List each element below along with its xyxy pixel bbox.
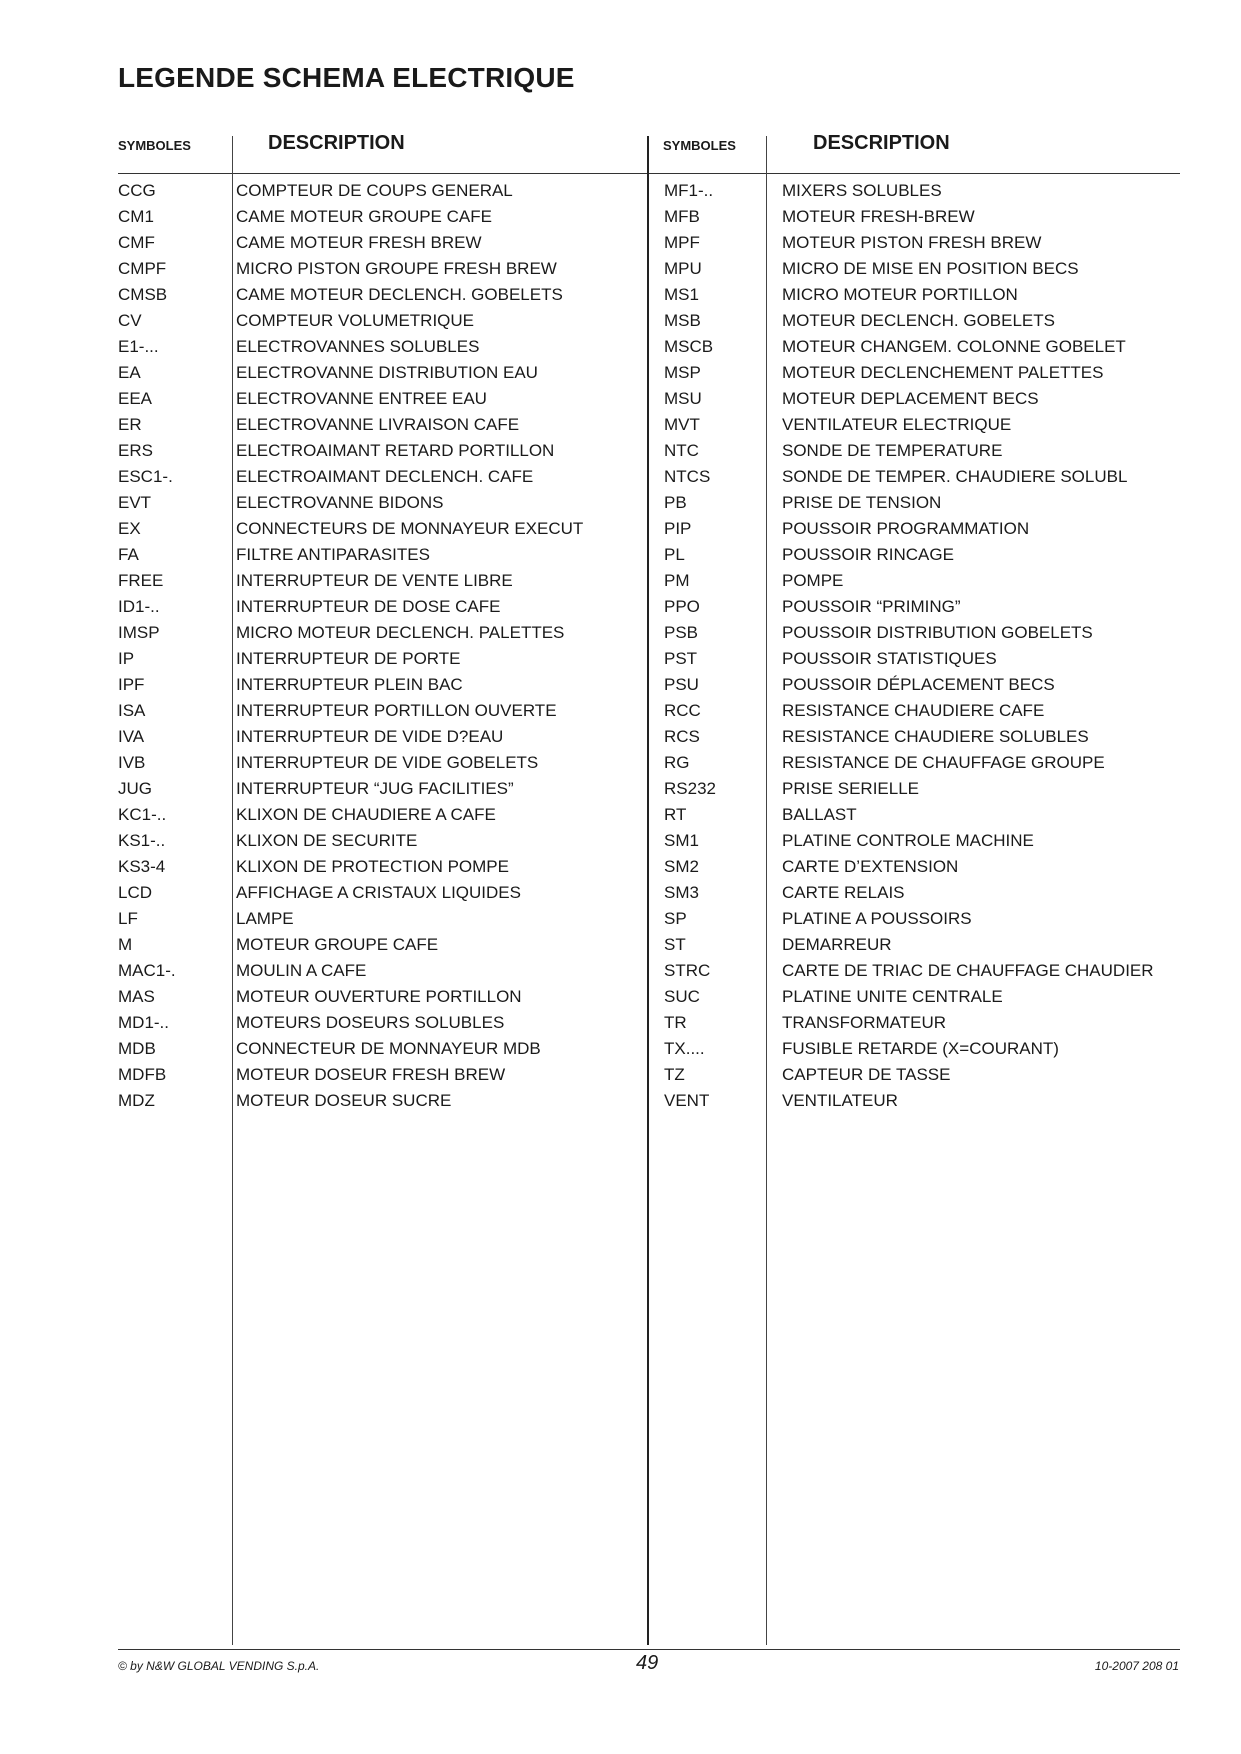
legend-row [118, 935, 643, 961]
legend-row [664, 311, 1184, 337]
symbol-description: VENTILATEUR [782, 1091, 898, 1110]
symbol-description: ELECTROVANNES SOLUBLES [236, 337, 480, 356]
copyright-text: © by N&W GLOBAL VENDING S.p.A. [118, 1659, 320, 1673]
symbol-description: POUSSOIR “PRIMING” [782, 597, 961, 616]
symbol-description: PRISE SERIELLE [782, 779, 920, 798]
legend-row [664, 519, 1184, 545]
symbol-description: CONNECTEURS DE MONNAYEUR EXECUT [236, 519, 584, 538]
symbol-code: RS232 [664, 779, 716, 798]
symbol-description: VENTILATEUR ELECTRIQUE [782, 415, 1012, 434]
legend-row [118, 1065, 643, 1091]
legend-row [664, 415, 1184, 441]
legend-row [664, 207, 1184, 233]
page-title: LEGENDE SCHEMA ELECTRIQUE [118, 62, 575, 93]
legend-row [664, 857, 1184, 883]
symbol-description: RESISTANCE CHAUDIERE CAFE [782, 701, 1045, 720]
symbol-description: CARTE DE TRIAC DE CHAUFFAGE CHAUDIER [782, 961, 1154, 980]
header-rule [118, 173, 1180, 174]
symbol-description: CARTE D’EXTENSION [782, 857, 959, 876]
symbol-description: INTERRUPTEUR DE VIDE D?EAU [236, 727, 504, 746]
symbol-description: CAME MOTEUR DECLENCH. GOBELETS [236, 285, 563, 304]
legend-row [118, 467, 643, 493]
symbol-description: ELECTROAIMANT DECLENCH. CAFE [236, 467, 534, 486]
legend-row [118, 415, 643, 441]
symbol-code: CM1 [118, 207, 154, 226]
symbol-description: MICRO MOTEUR DECLENCH. PALETTES [236, 623, 565, 642]
symbol-code: ST [664, 935, 686, 954]
symbol-description: MIXERS SOLUBLES [782, 181, 942, 200]
symbol-code: IVA [118, 727, 145, 746]
document-code: 10-2007 208 01 [1094, 1659, 1179, 1673]
legend-row [118, 181, 643, 207]
symbol-code: ER [118, 415, 142, 434]
symbol-description: PLATINE UNITE CENTRALE [782, 987, 1003, 1006]
legend-row [118, 883, 643, 909]
symbol-code: STRC [664, 961, 711, 980]
symbol-description: RESISTANCE CHAUDIERE SOLUBLES [782, 727, 1089, 746]
symbol-code: MSCB [664, 337, 714, 356]
legend-row [118, 649, 643, 675]
symbol-description: POUSSOIR PROGRAMMATION [782, 519, 1030, 538]
symbol-description: MOTEUR PISTON FRESH BREW [782, 233, 1042, 252]
legend-row [118, 857, 643, 883]
legend-row [118, 753, 643, 779]
legend-row [664, 545, 1184, 571]
symbol-description: MOTEUR FRESH-BREW [782, 207, 975, 226]
symbol-description: MICRO MOTEUR PORTILLON [782, 285, 1018, 304]
legend-row [118, 519, 643, 545]
page-number: 49 [636, 1652, 659, 1674]
legend-row [664, 181, 1184, 207]
symbol-code: MDFB [118, 1065, 167, 1084]
symbol-code: PSU [664, 675, 699, 694]
symbol-description: CAPTEUR DE TASSE [782, 1065, 951, 1084]
symbol-description: KLIXON DE SECURITE [236, 831, 418, 850]
symbol-code: ERS [118, 441, 153, 460]
symbol-description: PLATINE CONTROLE MACHINE [782, 831, 1034, 850]
legend-row [664, 597, 1184, 623]
symbol-description: MOTEUR DECLENCH. GOBELETS [782, 311, 1055, 330]
legend-row [118, 779, 643, 805]
legend-row [664, 935, 1184, 961]
symbol-description: ELECTROAIMANT RETARD PORTILLON [236, 441, 555, 460]
symbol-code: TX.... [664, 1039, 705, 1058]
symbol-description: INTERRUPTEUR DE VENTE LIBRE [236, 571, 513, 590]
symbol-code: PL [664, 545, 685, 564]
symbol-code: MPU [664, 259, 702, 278]
symbol-code: SM1 [664, 831, 699, 850]
symbol-code: TR [664, 1013, 687, 1032]
symbol-description: POUSSOIR DISTRIBUTION GOBELETS [782, 623, 1093, 642]
symbol-code: M [118, 935, 133, 954]
symbol-code: PIP [664, 519, 692, 538]
symbol-code: FREE [118, 571, 164, 590]
legend-row [118, 1013, 643, 1039]
symbol-description: PLATINE A POUSSOIRS [782, 909, 972, 928]
symbol-code: CMSB [118, 285, 168, 304]
symbol-code: PPO [664, 597, 700, 616]
symbol-description: BALLAST [782, 805, 857, 824]
symbol-code: MS1 [664, 285, 699, 304]
symbol-description: PRISE DE TENSION [782, 493, 942, 512]
legend-row [118, 441, 643, 467]
symbol-code: MSU [664, 389, 702, 408]
symbol-description: MOTEUR GROUPE CAFE [236, 935, 439, 954]
legend-row [664, 389, 1184, 415]
legend-row [664, 1091, 1184, 1117]
symbol-code: CV [118, 311, 142, 330]
symbol-description: FUSIBLE RETARDE (X=COURANT) [782, 1039, 1059, 1058]
symbol-code: MDZ [118, 1091, 155, 1110]
symbol-code: ISA [118, 701, 146, 720]
symbol-description: ELECTROVANNE ENTREE EAU [236, 389, 487, 408]
right-description-header: DESCRIPTION [813, 132, 950, 154]
legend-row [664, 701, 1184, 727]
legend-row [118, 1091, 643, 1117]
symbol-code: IPF [118, 675, 145, 694]
legend-row [118, 701, 643, 727]
symbol-description: POMPE [782, 571, 844, 590]
symbol-description: CAME MOTEUR FRESH BREW [236, 233, 482, 252]
legend-row [118, 805, 643, 831]
symbol-description: ELECTROVANNE DISTRIBUTION EAU [236, 363, 538, 382]
symbol-code: MPF [664, 233, 700, 252]
legend-row [664, 987, 1184, 1013]
legend-row [118, 311, 643, 337]
legend-row [664, 337, 1184, 363]
legend-row [664, 831, 1184, 857]
symbol-code: ID1-.. [118, 597, 160, 616]
legend-row [118, 363, 643, 389]
symbol-code: KS1-.. [118, 831, 166, 850]
symbol-description: COMPTEUR VOLUMETRIQUE [236, 311, 475, 330]
symbol-description: KLIXON DE PROTECTION POMPE [236, 857, 509, 876]
legend-row [664, 493, 1184, 519]
symbol-description: SONDE DE TEMPER. CHAUDIERE SOLUBL [782, 467, 1128, 486]
symbol-code: SUC [664, 987, 700, 1006]
legend-row [118, 233, 643, 259]
legend-row [664, 1013, 1184, 1039]
symbol-description: MOTEUR DECLENCHEMENT PALETTES [782, 363, 1104, 382]
symbol-description: INTERRUPTEUR PORTILLON OUVERTE [236, 701, 557, 720]
symbol-code: JUG [118, 779, 152, 798]
legend-row [664, 649, 1184, 675]
symbol-description: CONNECTEUR DE MONNAYEUR MDB [236, 1039, 541, 1058]
symbol-code: MVT [664, 415, 700, 434]
legend-row [664, 779, 1184, 805]
symbol-code: EX [118, 519, 141, 538]
legend-row [118, 597, 643, 623]
legend-row [118, 493, 643, 519]
legend-row [118, 571, 643, 597]
legend-row [118, 961, 643, 987]
symbol-description: MOTEUR CHANGEM. COLONNE GOBELET [782, 337, 1126, 356]
symbol-code: IMSP [118, 623, 160, 642]
symbol-description: CAME MOTEUR GROUPE CAFE [236, 207, 492, 226]
legend-row [118, 1039, 643, 1065]
legend-row [118, 337, 643, 363]
symbol-description: MOTEUR DOSEUR SUCRE [236, 1091, 452, 1110]
symbol-code: CMF [118, 233, 155, 252]
right-legend-table [664, 181, 1184, 1117]
symbol-code: PSB [664, 623, 699, 642]
symbol-description: INTERRUPTEUR DE DOSE CAFE [236, 597, 501, 616]
legend-row [118, 909, 643, 935]
legend-row [664, 675, 1184, 701]
symbol-code: VENT [664, 1091, 710, 1110]
legend-row [118, 987, 643, 1013]
legend-row [118, 389, 643, 415]
symbol-code: CMPF [118, 259, 167, 278]
symbol-code: SM3 [664, 883, 699, 902]
symbol-code: LCD [118, 883, 153, 902]
symbol-description: POUSSOIR DÉPLACEMENT BECS [782, 675, 1055, 694]
symbol-description: MICRO DE MISE EN POSITION BECS [782, 259, 1079, 278]
legend-row [664, 233, 1184, 259]
legend-row [664, 805, 1184, 831]
symbol-code: EA [118, 363, 141, 382]
legend-row [664, 1065, 1184, 1091]
symbol-code: E1-... [118, 337, 159, 356]
legend-row [664, 441, 1184, 467]
legend-row [664, 259, 1184, 285]
symbol-code: MAC1-. [118, 961, 176, 980]
legend-row [664, 909, 1184, 935]
legend-row [118, 675, 643, 701]
symbol-code: CCG [118, 181, 156, 200]
symbol-description: SONDE DE TEMPERATURE [782, 441, 1003, 460]
symbol-description: MOTEUR DOSEUR FRESH BREW [236, 1065, 506, 1084]
symbol-code: SM2 [664, 857, 699, 876]
symbol-code: EEA [118, 389, 153, 408]
symbol-description: KLIXON DE CHAUDIERE A CAFE [236, 805, 496, 824]
symbol-description: TRANSFORMATEUR [782, 1013, 947, 1032]
symbol-description: INTERRUPTEUR DE PORTE [236, 649, 461, 668]
legend-row [118, 285, 643, 311]
legend-row [118, 623, 643, 649]
legend-row [664, 285, 1184, 311]
legend-row [664, 961, 1184, 987]
symbol-code: PST [664, 649, 698, 668]
left-symbols-header: SYMBOLES [118, 138, 191, 153]
symbol-description: DEMARREUR [782, 935, 892, 954]
legend-row [664, 363, 1184, 389]
symbol-code: MFB [664, 207, 700, 226]
legend-row [664, 883, 1184, 909]
symbol-code: FA [118, 545, 139, 564]
symbol-code: KC1-.. [118, 805, 167, 824]
symbol-description: POUSSOIR RINCAGE [782, 545, 954, 564]
symbol-code: RCS [664, 727, 700, 746]
legend-row [118, 831, 643, 857]
footer-rule [118, 1649, 1180, 1650]
legend-row [118, 259, 643, 285]
symbol-code: SP [664, 909, 687, 928]
symbol-description: LAMPE [236, 909, 294, 928]
legend-row [664, 1039, 1184, 1065]
legend-row [118, 545, 643, 571]
symbol-code: MAS [118, 987, 155, 1006]
legend-row [664, 467, 1184, 493]
symbol-description: MOULIN A CAFE [236, 961, 367, 980]
symbol-description: INTERRUPTEUR “JUG FACILITIES” [236, 779, 514, 798]
symbol-code: MDB [118, 1039, 156, 1058]
legend-row [664, 727, 1184, 753]
symbol-code: TZ [664, 1065, 685, 1084]
symbol-code: IP [118, 649, 135, 668]
symbol-code: NTC [664, 441, 699, 460]
symbol-description: MOTEUR DEPLACEMENT BECS [782, 389, 1039, 408]
center-divider [647, 136, 649, 1645]
symbol-description: ELECTROVANNE LIVRAISON CAFE [236, 415, 520, 434]
symbol-description: MOTEURS DOSEURS SOLUBLES [236, 1013, 505, 1032]
left-description-header: DESCRIPTION [268, 132, 405, 154]
symbol-description: MOTEUR OUVERTURE PORTILLON [236, 987, 522, 1006]
symbol-description: ELECTROVANNE BIDONS [236, 493, 444, 512]
symbol-code: RG [664, 753, 690, 772]
symbol-description: AFFICHAGE A CRISTAUX LIQUIDES [236, 883, 521, 902]
symbol-description: CARTE RELAIS [782, 883, 905, 902]
symbol-code: PM [664, 571, 690, 590]
symbol-description: POUSSOIR STATISTIQUES [782, 649, 997, 668]
symbol-code: EVT [118, 493, 152, 512]
symbol-code: LF [118, 909, 138, 928]
legend-row [664, 753, 1184, 779]
legend-row [664, 623, 1184, 649]
symbol-description: MICRO PISTON GROUPE FRESH BREW [236, 259, 557, 278]
symbol-description: INTERRUPTEUR PLEIN BAC [236, 675, 463, 694]
symbol-code: MSP [664, 363, 701, 382]
legend-row [118, 727, 643, 753]
symbol-code: MF1-.. [664, 181, 714, 200]
symbol-code: KS3-4 [118, 857, 166, 876]
symbol-code: MSB [664, 311, 701, 330]
legend-row [118, 207, 643, 233]
symbol-code: ESC1-. [118, 467, 173, 486]
symbol-code: RCC [664, 701, 701, 720]
symbol-code: MD1-.. [118, 1013, 169, 1032]
symbol-code: PB [664, 493, 687, 512]
symbol-code: IVB [118, 753, 146, 772]
symbol-description: COMPTEUR DE COUPS GENERAL [236, 181, 513, 200]
legend-row [664, 571, 1184, 597]
symbol-code: RT [664, 805, 687, 824]
symbol-description: RESISTANCE DE CHAUFFAGE GROUPE [782, 753, 1105, 772]
symbol-description: INTERRUPTEUR DE VIDE GOBELETS [236, 753, 539, 772]
symbol-code: NTCS [664, 467, 711, 486]
symbol-description: FILTRE ANTIPARASITES [236, 545, 430, 564]
right-symbols-header: SYMBOLES [663, 138, 736, 153]
left-legend-table [118, 181, 643, 1117]
